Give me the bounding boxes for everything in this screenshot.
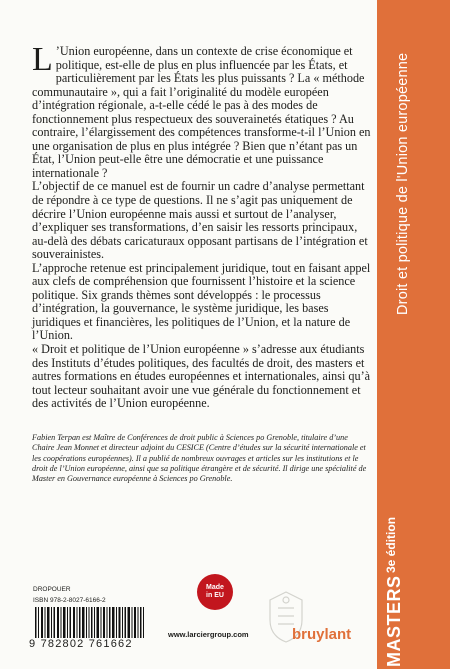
series-name: MASTERS	[384, 575, 404, 667]
dropcap: L	[32, 41, 53, 78]
made-in-eu-badge: Made in EU	[197, 574, 233, 610]
barcode-number: 9 782802 761662	[29, 638, 154, 650]
publisher-website: www.larciergroup.com	[168, 630, 249, 639]
publisher-logo: bruylant	[292, 626, 352, 643]
blurb-paragraph: L ’Union européenne, dans un contexte de crise économique et politique, est-elle de plus en plus influencée par les États, et particulièrement par les États les plus puissants ? La « méthode communautaire », qui a fait l’originalité du modèle européen d’intégration régionale, a-t-elle cédé le pas à des modes de fonctionnement plus respectueux des souverainetés étatiques ? Au contraire, l’élargissement des compétences transforme-t-il l’Union en une organisation de plus en plus intégrée ? Bien que n’étant pas un État, l’Union peut-elle être une démocratie et une puissance internationale ?	[32, 41, 371, 180]
spine-title: Droit et politique de l'Union européenne	[395, 52, 411, 315]
series-label	[384, 517, 418, 667]
dropouer-label: DROPOUER	[33, 586, 71, 593]
edition-label: 3e édition	[384, 517, 398, 574]
blurb	[32, 41, 372, 411]
blurb-paragraph: « Droit et politique de l’Union européenne » s’adresse aux étudiants des Instituts d’études politiques, des facultés de droit, des masters et autres formations en études européennes et internationales, ainsi qu’à tout lecteur souhaitant avoir une vue générale du fonctionnement et des activités de l’Union européenne.	[32, 342, 371, 411]
isbn-label: ISBN 978-2-8027-6166-2	[33, 597, 106, 604]
author-bio: Fabien Terpan est Maître de Conférences de droit public à Sciences po Grenoble, titulaire d’une Chaire Jean Monnet et directeur adjoint du CESICE (Centre d’études sur la sécurité internationale et les coopérations européennes). Il a publié de nombreux ouvrages et articles sur les institutions et le droit de l’Union européenne, ainsi que sa politique étrangère et de sécurité. Il dirige une spécialité de Master en Gouvernance européenne à Sciences po Grenoble.	[32, 433, 367, 484]
blurb-paragraph: L’objectif de ce manuel est de fournir un cadre d’analyse permettant de répondre à ce type de questions. Il ne s’agit pas uniquement de décrire l’Union européenne mais aussi et surtout de l’analyser, d’expliquer ses transformations, d’en saisir les ressorts principaux, au-delà des débats caricaturaux opposant partisans de l’intégration et souverainistes.	[32, 179, 368, 262]
blurb-paragraph: L’approche retenue est principalement juridique, tout en faisant appel aux clefs de compréhension que fournissent l’histoire et la science politique. Six grands thèmes sont développés : le processus d’intégration, la gouvernance, le système juridique, les bases juridiques et financières, les politiques de l’Union, et la nature de l’Union.	[32, 260, 371, 343]
